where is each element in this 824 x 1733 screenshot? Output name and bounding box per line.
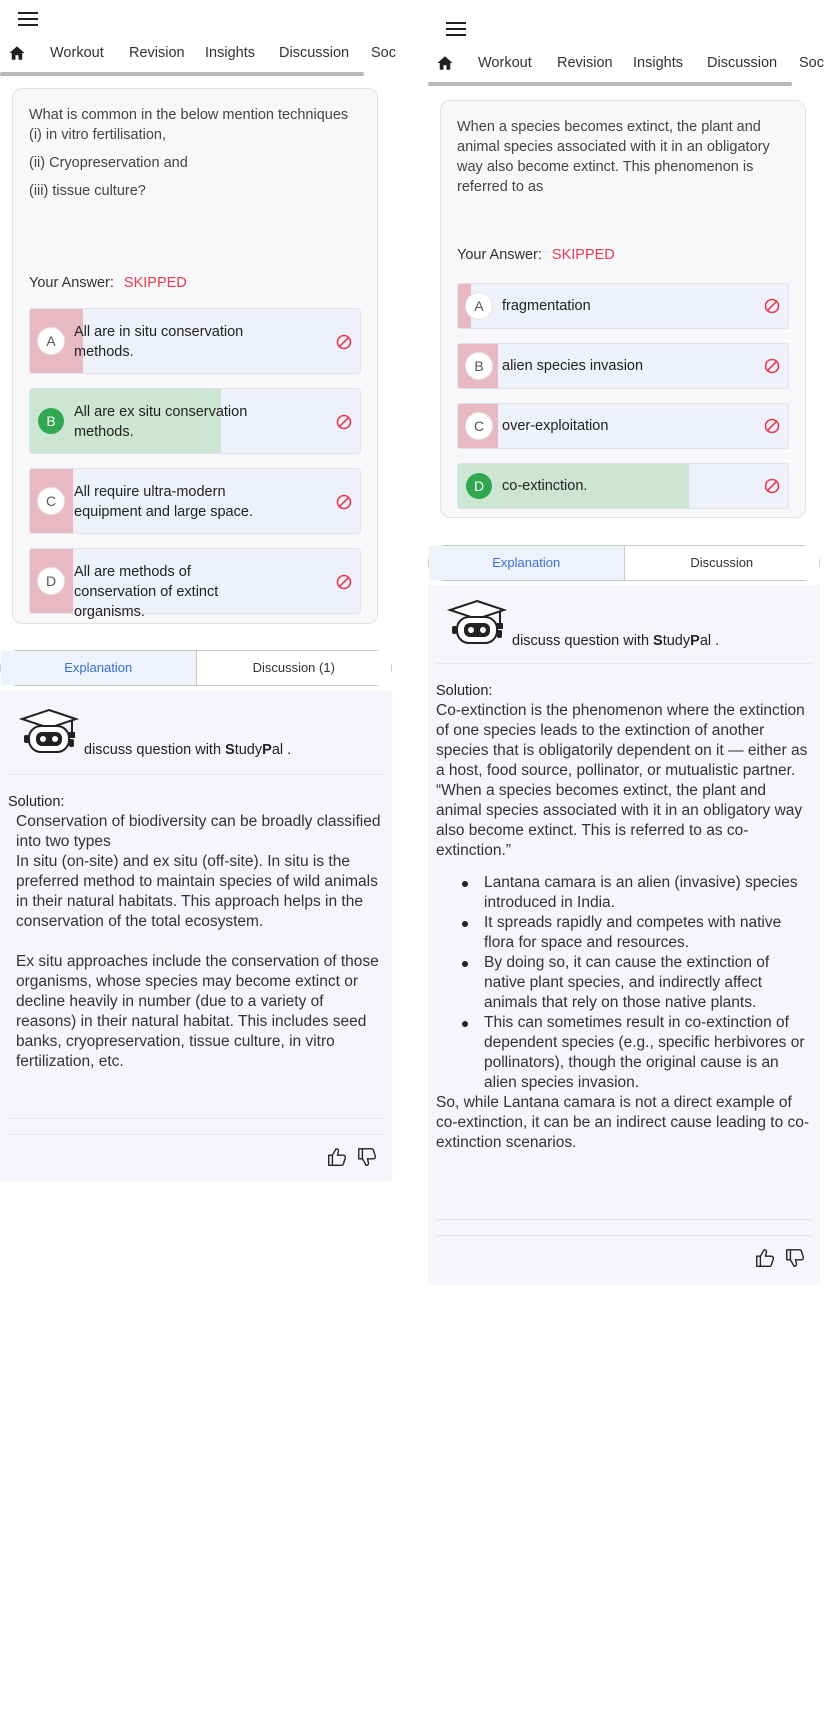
your-answer (29, 275, 187, 291)
bullet-item: This can sometimes result in co-extinction of dependent species (e.g., specific herbivores or pollinators), though the original cause is an alien species invasion. (460, 1013, 812, 1093)
tab-insights[interactable]: Insights (633, 55, 683, 71)
hamburger-menu-icon[interactable] (18, 12, 38, 28)
option-a[interactable] (457, 283, 789, 329)
solution-paragraph: Conservation of biodiversity can be broadly classified into two types (16, 813, 381, 850)
solution-label: Solution: (436, 683, 493, 699)
question-line: (i) in vitro fertilisation, (29, 127, 166, 143)
your-answer-label: Your Answer: (457, 247, 542, 263)
skipped-icon (336, 574, 352, 590)
explanation-tab[interactable]: Explanation (1, 651, 197, 685)
question-line: (iii) tissue culture? (29, 183, 146, 199)
option-a[interactable] (29, 308, 361, 374)
studypal-robot-icon (20, 708, 78, 754)
explanation-tab[interactable]: Explanation (429, 546, 625, 580)
divider (436, 1235, 812, 1236)
option-d[interactable] (457, 463, 789, 509)
skipped-icon (764, 478, 780, 494)
option-letter: B (38, 408, 64, 434)
bullet-item: Lantana camara is an alien (invasive) species introduced in India. (460, 873, 812, 913)
tab-discussion[interactable]: Discussion (279, 45, 350, 61)
explanation-area (0, 690, 392, 1182)
option-c[interactable] (457, 403, 789, 449)
option-text: All require ultra-modern equipment and large space. (74, 484, 253, 520)
tab-discussion[interactable]: Discussion (707, 55, 778, 71)
option-text: All are in situ conservation methods. (74, 324, 244, 360)
solution (436, 681, 812, 1153)
discussion-tab[interactable]: Discussion (1) (197, 651, 392, 685)
solution-paragraph: In situ (on-site) and ex situ (off-site). In situ is the preferred method to maintain species of wild animals in their natural habitats. This approach helps in the conservation of the total ecosystem. (16, 853, 378, 930)
option-text: co-extinction. (502, 478, 588, 494)
solution-paragraph: Co-extinction is the phenomenon where the extinction of one species leads to the extinction of another species that is obligatorily dependent on it — either as a host, food source, pollinator, or mutualistic partner. (436, 702, 808, 779)
tab-workout[interactable]: Workout (50, 45, 104, 61)
question-panel-1 (0, 0, 396, 1200)
option-letter: D (466, 473, 492, 499)
thumbs-up-icon[interactable] (326, 1146, 348, 1168)
answer-status: SKIPPED (123, 275, 187, 291)
skipped-icon (764, 418, 780, 434)
studypal-text: discuss question with StudyPal . (512, 633, 720, 649)
studypal-text: discuss question with StudyPal . (84, 742, 292, 758)
question-panel-2 (428, 10, 824, 1290)
explanation-discussion-toggle (0, 650, 392, 686)
tabs-scrollbar[interactable] (0, 72, 364, 76)
studypal-discuss-link[interactable] (448, 599, 768, 649)
explanation-area (428, 585, 820, 1285)
tab-social[interactable]: Soc (371, 45, 396, 61)
divider (8, 1134, 384, 1135)
skipped-icon (764, 358, 780, 374)
thumbs-down-icon[interactable] (356, 1146, 378, 1168)
nav-tabs (0, 42, 396, 74)
home-icon[interactable] (8, 44, 26, 62)
home-icon[interactable] (436, 54, 454, 72)
divider (8, 774, 384, 775)
thumbs-up-icon[interactable] (754, 1247, 776, 1269)
tab-insights[interactable]: Insights (205, 45, 255, 61)
option-text: fragmentation (502, 298, 591, 314)
option-letter: C (38, 488, 64, 514)
option-b[interactable] (29, 388, 361, 454)
option-letter: A (466, 293, 492, 319)
tab-revision[interactable]: Revision (557, 55, 613, 71)
feedback-buttons (326, 1146, 386, 1170)
hamburger-menu-icon[interactable] (446, 22, 466, 38)
tab-social[interactable]: Soc (799, 55, 824, 71)
skipped-icon (336, 334, 352, 350)
studypal-discuss-link[interactable] (20, 708, 340, 758)
question-line: What is common in the below mention techniques (29, 107, 349, 123)
skipped-icon (336, 494, 352, 510)
question-text (29, 105, 361, 201)
option-letter: A (38, 328, 64, 354)
option-letter: D (38, 568, 64, 594)
skipped-icon (764, 298, 780, 314)
option-text: All are methods of conservation of extinct organisms. (74, 564, 219, 620)
your-answer (457, 247, 615, 263)
bullet-item: It spreads rapidly and competes with native flora for space and resources. (460, 913, 812, 953)
solution (8, 792, 384, 1072)
question-card (12, 88, 378, 624)
solution-paragraph: So, while Lantana camara is not a direct example of co-extinction, it can be an indirect cause leading to co-extinction scenarios. (436, 1094, 810, 1151)
divider (436, 663, 812, 664)
studypal-robot-icon (448, 599, 506, 645)
option-letter: C (466, 413, 492, 439)
feedback-buttons (754, 1247, 814, 1271)
solution-bullets (436, 873, 812, 1093)
nav-tabs (428, 52, 824, 84)
option-text: All are ex situ conservation methods. (74, 404, 248, 440)
solution-paragraph: Ex situ approaches include the conservation of those organisms, whose species may become extinct or decline heavily in number (due to a variety of reasons) in their natural habitat. This includes seed banks, cryopreservation, tissue culture, in vitro fertilization, etc. (16, 953, 379, 1070)
tab-workout[interactable]: Workout (478, 55, 532, 71)
skipped-icon (336, 414, 352, 430)
tabs-scrollbar[interactable] (428, 82, 792, 86)
answer-status: SKIPPED (551, 247, 615, 263)
tab-revision[interactable]: Revision (129, 45, 185, 61)
solution-label: Solution: (8, 794, 65, 810)
divider (436, 1219, 812, 1220)
option-text: alien species invasion (502, 358, 644, 374)
divider (8, 1118, 384, 1119)
option-b[interactable] (457, 343, 789, 389)
solution-paragraph: “When a species becomes extinct, the plant and animal species associated with it in an obligatory way also become extinct. This is referred to as co-extinction.” (436, 782, 803, 859)
your-answer-label: Your Answer: (29, 275, 114, 291)
question-card (440, 100, 806, 518)
question-line: (ii) Cryopreservation and (29, 155, 188, 171)
option-d[interactable] (29, 548, 361, 620)
option-letter: B (466, 353, 492, 379)
option-text: over-exploitation (502, 418, 609, 434)
thumbs-down-icon[interactable] (784, 1247, 806, 1269)
option-c[interactable] (29, 468, 361, 534)
explanation-discussion-toggle (428, 545, 820, 581)
bullet-item: By doing so, it can cause the extinction of native plant species, and indirectly affect animals that rely on those native plants. (460, 953, 812, 1013)
question-text: When a species becomes extinct, the plant and animal species associated with it in an obligatory way also become extinct. This phenomenon is referred to as (457, 119, 770, 195)
discussion-tab[interactable]: Discussion (625, 546, 820, 580)
